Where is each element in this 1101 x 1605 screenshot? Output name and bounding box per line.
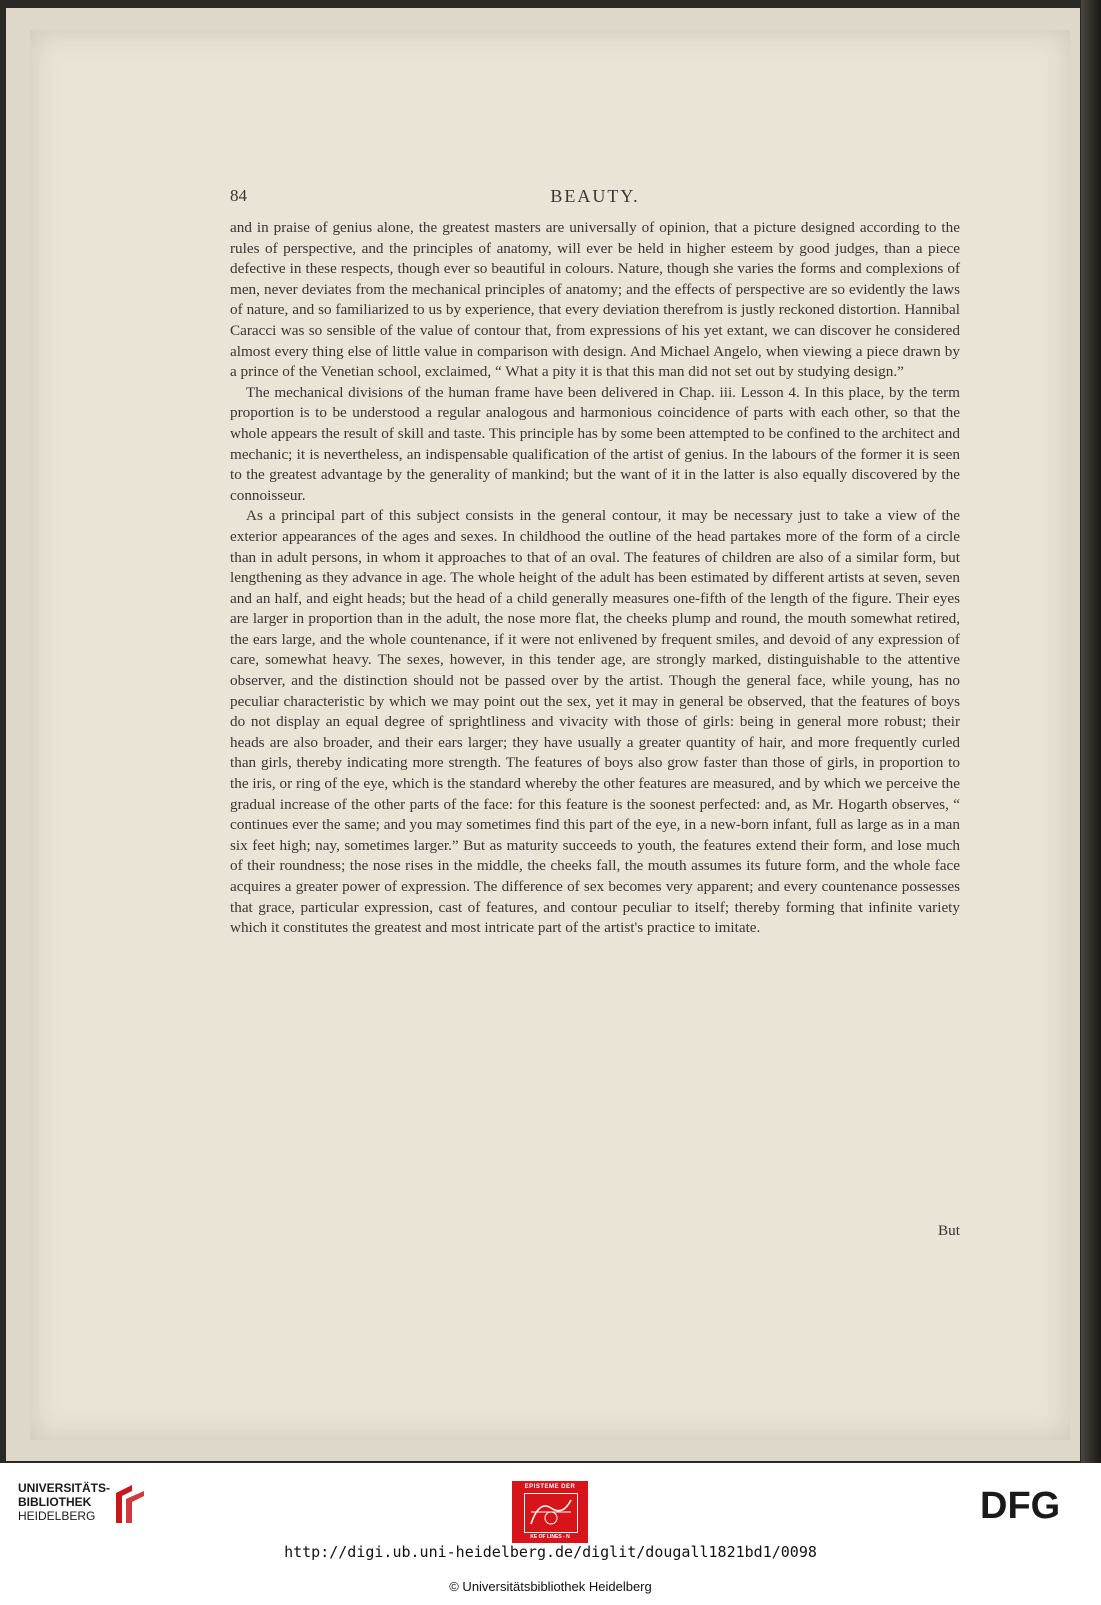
episteme-logo[interactable]: [512, 1481, 588, 1543]
paragraph: The mechanical divisions of the human frame have been delivered in Chap. iii. Lesson 4. In this place, by the term proportion is to be understood a regular analogous and harmonious coincidence of parts with each other, so that the whole appears the result of skill and taste. This principle has by some been attempted to be confined to the architect and mechanic; it is nevertheless, an indispensable qualification of the artist of genius. In the labours of the former it is seen to the greatest advantage by the generality of mankind; but the want of it in the latter is also equally discovered by the connoisseur.: [230, 383, 960, 504]
library-name-line1: UNIVERSITÄTS-: [18, 1481, 111, 1495]
episteme-bottom-text: KE OF LINES - N: [530, 1534, 570, 1540]
paragraph: As a principal part of this subject consists in the general contour, it may be necessary just to take a view of the exterior appearances of the ages and sexes. In childhood the outline of the head partakes more of the form of a circle than in adult persons, in whom it approaches to that of an oval. The features of children are also of a similar form, but lengthening as they advance in age. The whole height of the adult has been estimated by different artists at seven, seven and an half, and eight heads; but the head of a child generally measures one-fifth of the length of the figure. Their eyes are larger in proportion than in the adult, the nose more flat, the cheeks plump and round, the mouth somewhat retired, the ears large, and the whole countenance, if it were not enlivened by frequent smiles, and devoid of any expression of care, somewhat heavy. The sexes, however, in this tender age, are strongly marked, distinguishable to the attentive observer, and the distinction should not be passed over by the artist. Though the general face, while young, has no peculiar characteristic by which we may point out the sex, yet it may in general be observed, that the features of boys do not display an equal degree of sprightliness and vivacity with those of girls: being in general more robust; their heads are also broader, and their ears larger; they have usually a greater quantity of hair, and more frequently curled than girls, thereby indicating more strength. The features of boys also grow faster than those of girls, in proportion to the iris, or ring of the eye, which is the standard whereby the other features are measured, and by which we perceive the gradual increase of the other parts of the face: for this feature is the soonest perfected: and, as Mr. Hogarth observes, “ continues ever the same; and you may sometimes find this part of the eye, in a new-born infant, full as large as in a man six feet high; nay, sometimes larger.” But as maturity succeeds to youth, the features extend their form, and lose much of their roundness; the nose rises in the middle, the cheeks fall, the mouth assumes its future form, and the whole face acquires a greater power of expression. The difference of sex becomes very apparent; and every countenance possesses that grace, particular expression, cast of features, and contour peculiar to itself; thereby forming that infinite variety which it constitutes the greatest and most intricate part of the artist's practice to imitate.: [230, 507, 960, 937]
episteme-emblem-icon: [524, 1493, 578, 1533]
ub-heidelberg-logo[interactable]: [18, 1481, 158, 1541]
catchword: But: [938, 1222, 960, 1239]
library-name-line3: HEIDELBERG: [18, 1509, 96, 1523]
page-number: 84: [230, 186, 247, 205]
body-text: [230, 218, 960, 939]
dfg-logo[interactable]: [980, 1485, 1085, 1525]
running-head: [230, 186, 960, 210]
library-name: [18, 1481, 110, 1523]
copyright-notice: © Universitätsbibliothek Heidelberg: [449, 1579, 652, 1594]
paragraph: and in praise of genius alone, the greatest masters are universally of opinion, that a picture designed according to the rules of perspective, and the principles of anatomy, will ever be held in higher esteem by good judges, than a piece defective in these respects, though ever so beautiful in colours. Nature, though she varies the forms and complexions of men, never deviates from the mechanical principles of anatomy; and the effects of perspective are so evidently the laws of nature, and so familiarized to us by experience, that every deviation therefrom is justly reckoned distortion. Hannibal Caracci was so sensible of the value of contour that, from expressions of his yet extant, we can discover he considered almost every thing else of little value in comparison with design. And Michael Angelo, when viewing a piece drawn by a prince of the Venetian school, exclaimed, “ What a pity it is that this man did not set out by studying design.”: [230, 219, 960, 381]
episteme-top-text: EPISTEME DER: [524, 1484, 576, 1490]
dfg-logo-text: DFG: [980, 1485, 1061, 1525]
binding-edge: [1081, 0, 1101, 1463]
ub-logo-icon: [110, 1483, 150, 1527]
running-title: BEAUTY.: [550, 186, 640, 206]
viewer-footer: [0, 1463, 1101, 1605]
permalink-url[interactable]: http://digi.ub.uni-heidelberg.de/diglit/dougall1821bd1/0098: [284, 1543, 817, 1561]
library-name-line2: BIBLIOTHEK: [18, 1495, 92, 1509]
